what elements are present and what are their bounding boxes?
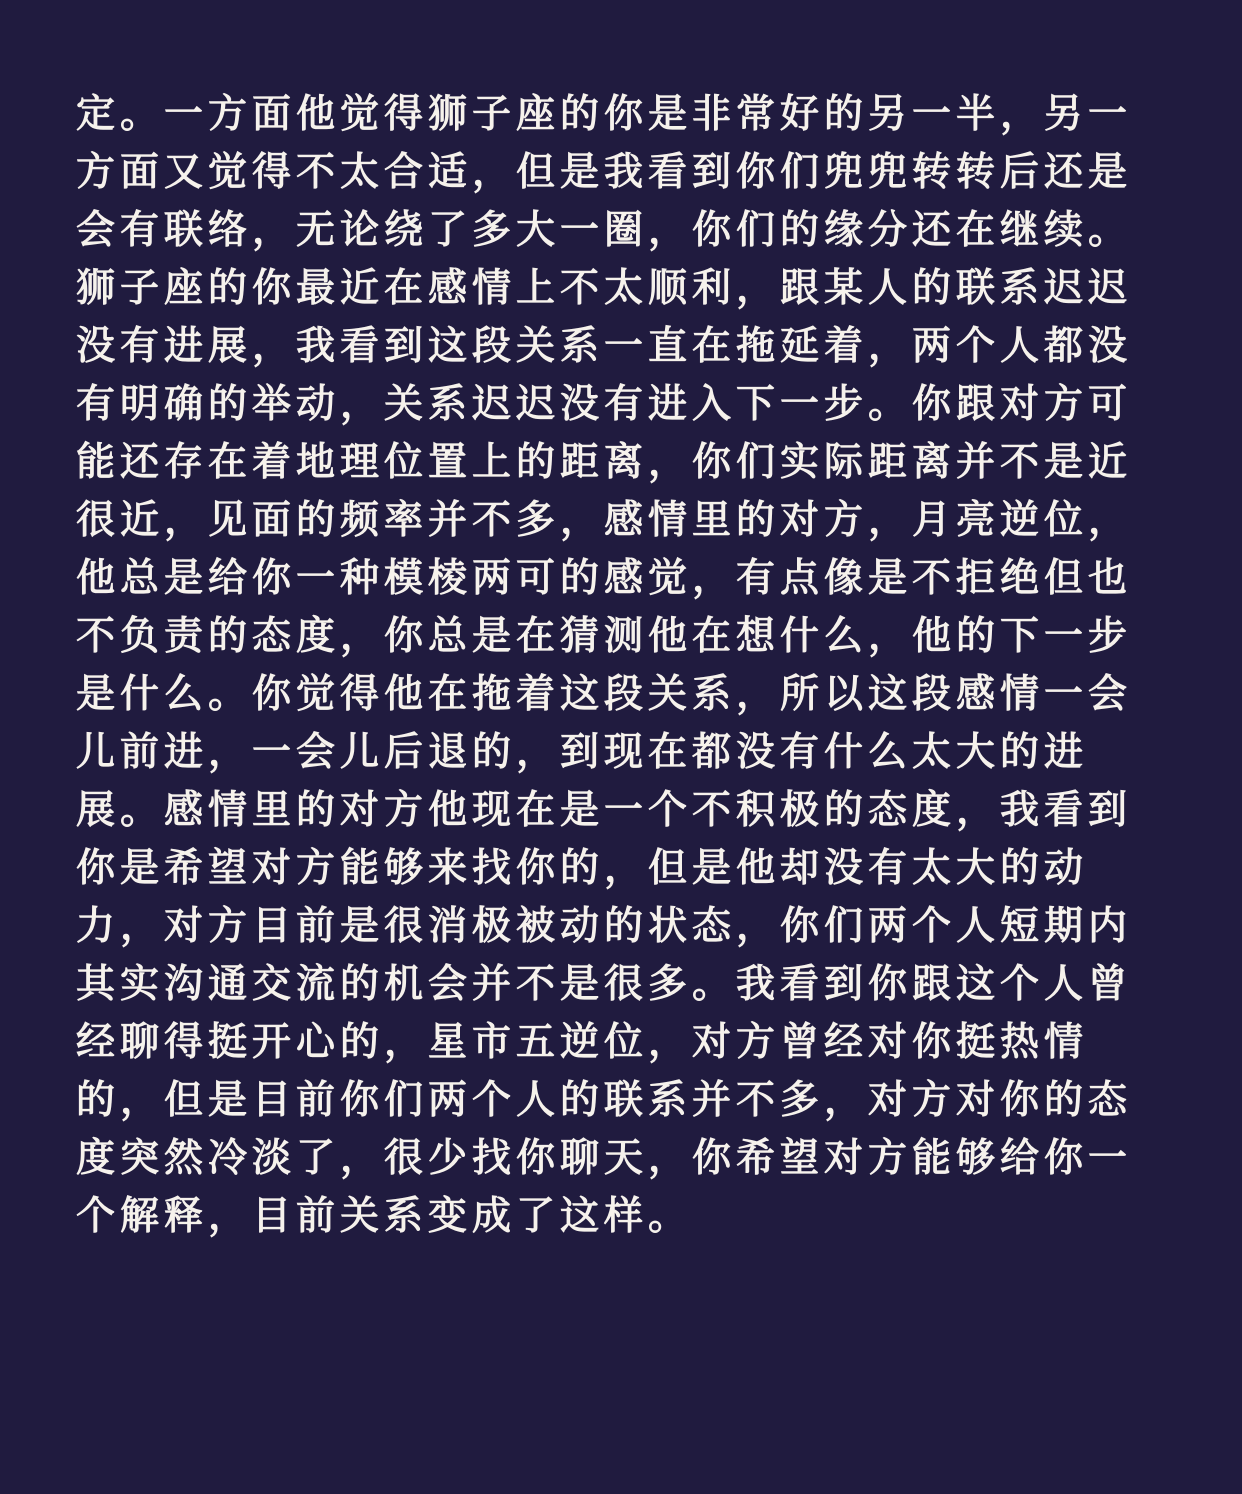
- text-line-8: 很近，见面的频率并不多，感情里的对方，月亮逆位，: [76, 498, 1133, 543]
- text-line-11: 是什么。你觉得他在拖着这段关系，所以这段感情一会: [76, 672, 1133, 717]
- text-line-4: 狮子座的你最近在感情上不太顺利，跟某人的联系迟迟: [76, 266, 1133, 311]
- text-line-5: 没有进展，我看到这段关系一直在拖延着，两个人都没: [76, 324, 1133, 369]
- article-text: [76, 86, 1176, 1246]
- text-line-9: 他总是给你一种模棱两可的感觉，有点像是不拒绝但也: [76, 556, 1133, 601]
- text-line-14: 你是希望对方能够来找你的，但是他却没有太大的动: [76, 846, 1089, 891]
- text-line-12: 儿前进，一会儿后退的，到现在都没有什么太大的进: [76, 730, 1089, 775]
- text-line-7: 能还存在着地理位置上的距离，你们实际距离并不是近: [76, 440, 1133, 485]
- text-line-6: 有明确的举动，关系迟迟没有进入下一步。你跟对方可: [76, 382, 1133, 427]
- text-line-3: 会有联络，无论绕了多大一圈，你们的缘分还在继续。: [76, 208, 1133, 253]
- text-line-19: 度突然冷淡了，很少找你聊天，你希望对方能够给你一: [76, 1136, 1133, 1181]
- text-line-16: 其实沟通交流的机会并不是很多。我看到你跟这个人曾: [76, 962, 1133, 1007]
- text-line-13: 展。感情里的对方他现在是一个不积极的态度，我看到: [76, 788, 1133, 833]
- text-line-17: 经聊得挺开心的，星市五逆位，对方曾经对你挺热情: [76, 1020, 1089, 1065]
- text-line-1: 定。一方面他觉得狮子座的你是非常好的另一半，另一: [76, 92, 1133, 137]
- text-line-2: 方面又觉得不太合适，但是我看到你们兜兜转转后还是: [76, 150, 1133, 195]
- text-line-10: 不负责的态度，你总是在猜测他在想什么，他的下一步: [76, 614, 1133, 659]
- text-line-18: 的，但是目前你们两个人的联系并不多，对方对你的态: [76, 1078, 1133, 1123]
- text-line-15: 力，对方目前是很消极被动的状态，你们两个人短期内: [76, 904, 1133, 949]
- text-line-20: 个解释，目前关系变成了这样。: [76, 1194, 693, 1239]
